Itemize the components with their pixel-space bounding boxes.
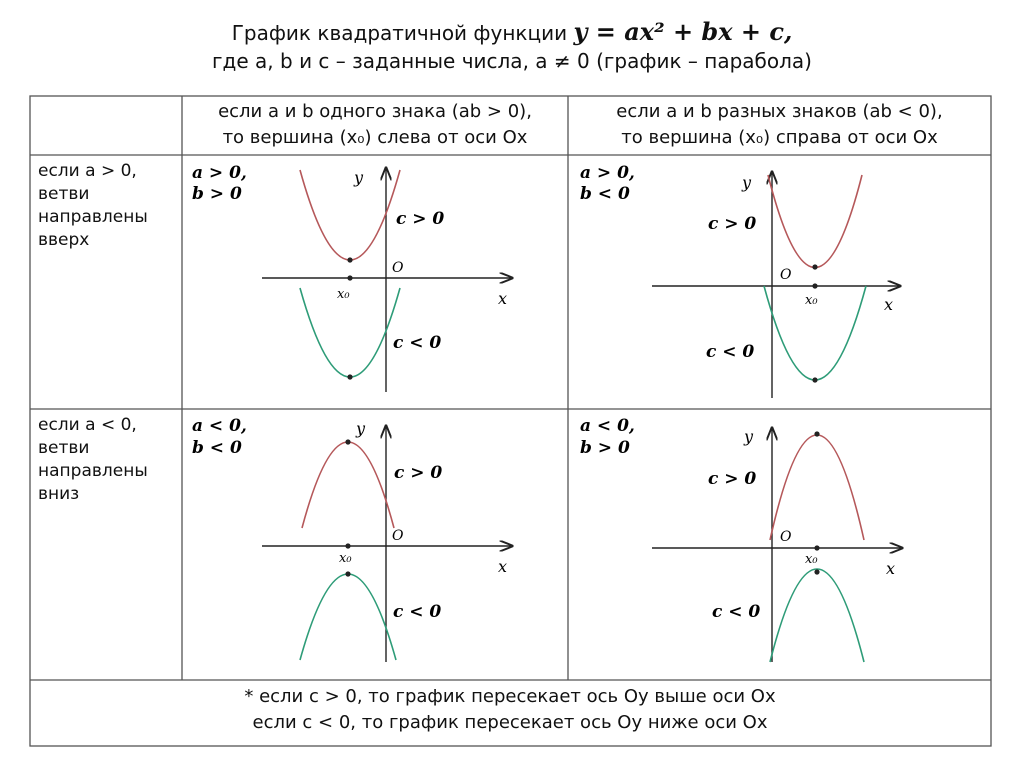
title-text: График квадратичной функции	[231, 21, 568, 45]
condition-a: a > 0,	[192, 163, 247, 183]
parabola-up-c-negative	[300, 288, 400, 377]
vertex-label: x₀	[805, 293, 818, 308]
vertex-projection	[347, 275, 352, 280]
graph-r2c1	[192, 416, 512, 662]
condition-b: b > 0	[192, 184, 242, 204]
header-diff-sign-line1: если a и b разных знаков (ab < 0),	[616, 101, 943, 122]
row-label-line: вниз	[38, 484, 80, 504]
condition-b: b > 0	[580, 438, 630, 458]
header-diff-sign-line2: то вершина (x₀) справа от оси Ох	[621, 127, 938, 148]
parabola-down-c-negative	[770, 569, 864, 662]
row-label-line: ветви	[38, 184, 90, 204]
vertex-point	[814, 431, 819, 436]
vertex-projection	[345, 543, 350, 548]
parabola-up-c-positive	[300, 170, 400, 260]
vertex-point	[812, 264, 817, 269]
vertex-projection	[814, 545, 819, 550]
origin-label: O	[392, 528, 404, 544]
condition-a: a < 0,	[192, 416, 247, 436]
x-label: x	[886, 559, 896, 578]
condition-b: b < 0	[192, 438, 242, 458]
vertex-projection	[812, 283, 817, 288]
parabola-up-c-positive	[768, 175, 862, 268]
vertex-point	[345, 439, 350, 444]
footnote	[30, 684, 990, 736]
label-c-positive: c > 0	[396, 209, 445, 229]
x-label: x	[884, 295, 894, 314]
label-c-negative: c < 0	[393, 333, 442, 353]
row-label-line: направлены	[38, 461, 148, 481]
vertex-label: x₀	[337, 287, 350, 302]
parabola-down-c-positive	[302, 442, 394, 528]
label-c-negative: c < 0	[393, 602, 442, 622]
origin-label: O	[392, 260, 404, 276]
vertex-point	[345, 571, 350, 576]
header-same-sign-line2: то вершина (x₀) слева от оси Ох	[222, 127, 528, 148]
vertex-point	[347, 374, 352, 379]
y-label: y	[744, 427, 754, 446]
vertex-point	[814, 569, 819, 574]
y-label: y	[742, 173, 752, 192]
parabola-down-c-negative	[300, 574, 396, 660]
label-c-positive: c > 0	[708, 469, 757, 489]
vertex-label: x₀	[339, 551, 352, 566]
origin-label: O	[780, 267, 792, 283]
graph-r1c1	[192, 163, 512, 392]
label-c-negative: c < 0	[706, 342, 755, 362]
graph-r1c2	[580, 163, 900, 398]
title-formula: y = ax² + bx + c,	[573, 17, 793, 46]
row-label-line: если a > 0,	[38, 161, 137, 181]
vertex-point	[812, 377, 817, 382]
condition-a: a < 0,	[580, 416, 635, 436]
label-c-positive: c > 0	[708, 214, 757, 234]
y-label: y	[354, 168, 364, 187]
y-label: y	[356, 419, 366, 438]
row-label-line: вверх	[38, 230, 90, 250]
footnote-line1: * если c > 0, то график пересекает ось Оу выше оси Ох	[244, 686, 776, 707]
footnote-line2: если c < 0, то график пересекает ось Оу ниже оси Ох	[252, 712, 768, 733]
x-label: x	[498, 289, 508, 308]
x-label: x	[498, 557, 508, 576]
condition-b: b < 0	[580, 184, 630, 204]
header-same-sign-line1: если a и b одного знака (ab > 0),	[218, 101, 532, 122]
row-label-line: ветви	[38, 438, 90, 458]
graph-r2c2	[580, 416, 902, 662]
row-label-line: если a < 0,	[38, 415, 137, 435]
condition-a: a > 0,	[580, 163, 635, 183]
parabola-down-c-positive	[770, 435, 864, 540]
row-label-line: направлены	[38, 207, 148, 227]
vertex-point	[347, 257, 352, 262]
label-c-positive: c > 0	[394, 463, 443, 483]
title-subtitle: где a, b и c – заданные числа, a ≠ 0 (график – парабола)	[212, 49, 812, 73]
label-c-negative: c < 0	[712, 602, 761, 622]
vertex-label: x₀	[805, 552, 818, 567]
origin-label: O	[780, 529, 792, 545]
